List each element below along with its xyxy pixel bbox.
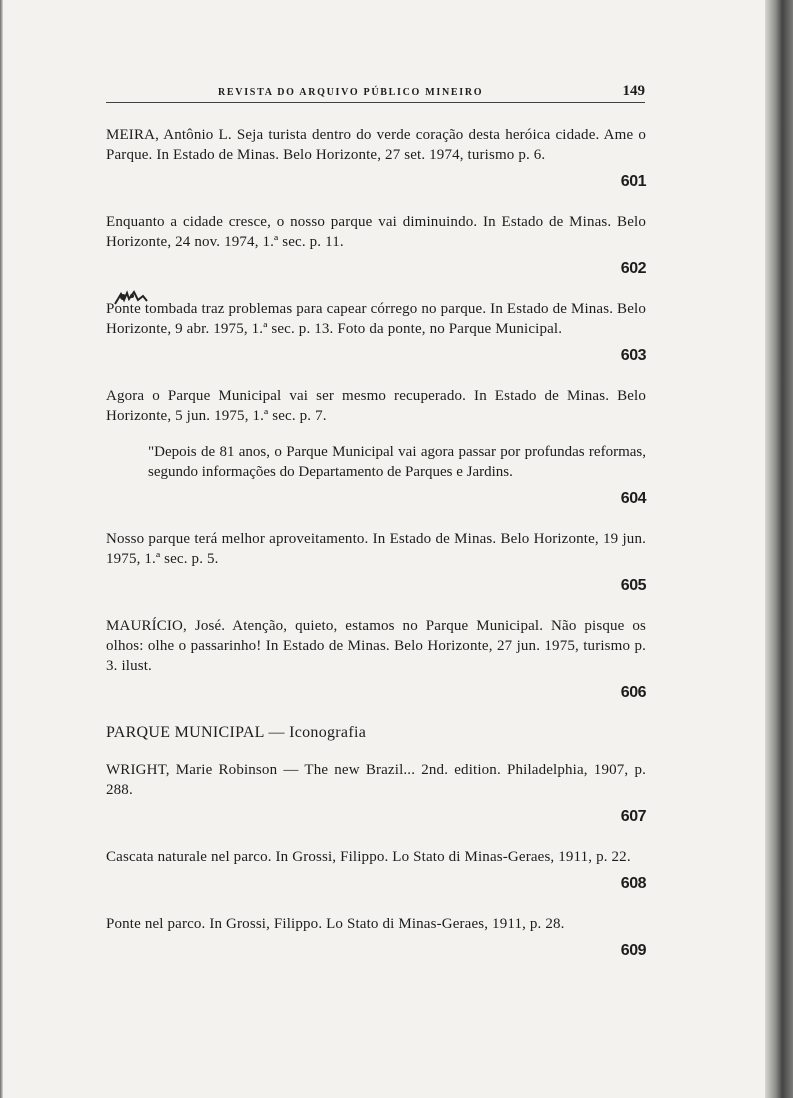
entry-605: [106, 529, 646, 595]
entry-604: [106, 386, 646, 508]
entry-number: 605: [620, 577, 646, 594]
entry-608: [106, 847, 646, 893]
entry-quote: "Depois de 81 anos, o Parque Municipal vai agora passar por profundas reformas, segundo informações do Departamento de Parques e Jardins.: [148, 444, 646, 480]
entry-text: WRIGHT, Marie Robinson — The new Brazil... 2nd. edition. Philadelphia, 1907, p. 288.: [106, 762, 646, 798]
entry-601: [106, 125, 646, 191]
entry-text: Cascata naturale nel parco. In Grossi, Filippo. Lo Stato di Minas-Geraes, 1911, p. 22.: [106, 849, 631, 865]
running-title: REVISTA DO ARQUIVO PÚBLICO MINEIRO: [218, 87, 484, 98]
page-header: [106, 83, 645, 103]
entry-text: Ponte tombada traz problemas para capear córrego no parque. In Estado de Minas. Belo Horizonte, 9 abr. 1975, 1.ª sec. p. 13. Foto da ponte, no Parque Municipal.: [106, 301, 646, 337]
entry-number: 603: [620, 347, 646, 364]
entry-text: MAURÍCIO, José. Atenção, quieto, estamos no Parque Municipal. Não pisque os olhos: olhe o passarinho! In Estado de Minas. Belo Horizonte, 27 jun. 1975, turismo p. 3. ilust.: [106, 618, 646, 674]
entry-text: Agora o Parque Municipal vai ser mesmo recuperado. In Estado de Minas. Belo Horizonte, 5 jun. 1975, 1.ª sec. p. 7.: [106, 388, 646, 424]
entry-text: Ponte nel parco. In Grossi, Filippo. Lo Stato di Minas-Geraes, 1911, p. 28.: [106, 916, 565, 932]
bibliography-content: [106, 125, 646, 981]
entry-text: Enquanto a cidade cresce, o nosso parque vai diminuindo. In Estado de Minas. Belo Horizonte, 24 nov. 1974, 1.ª sec. p. 11.: [106, 214, 646, 250]
page-number: 149: [622, 83, 645, 99]
entry-number: 602: [620, 260, 646, 277]
entry-607: [106, 760, 646, 826]
entry-number: 604: [620, 490, 646, 507]
entry-606: [106, 616, 646, 702]
entry-number: 607: [620, 808, 646, 825]
right-page-edge: [765, 0, 793, 1098]
entry-602: [106, 212, 646, 278]
left-page-edge: [0, 0, 3, 1098]
entry-text: Nosso parque terá melhor aproveitamento. In Estado de Minas. Belo Horizonte, 19 jun. 1975, 1.ª sec. p. 5.: [106, 531, 646, 567]
entry-number: 608: [620, 875, 646, 892]
entry-609: [106, 914, 646, 960]
entry-603: [106, 299, 646, 365]
section-heading: PARQUE MUNICIPAL — Iconografia: [106, 724, 367, 741]
entry-text: MEIRA, Antônio L. Seja turista dentro do verde coração desta heróica cidade. Ame o Parque. In Estado de Minas. Belo Horizonte, 27 set. 1974, turismo p. 6.: [106, 127, 646, 163]
entry-number: 609: [620, 942, 646, 959]
entry-number: 601: [620, 173, 646, 190]
entry-number: 606: [620, 684, 646, 701]
